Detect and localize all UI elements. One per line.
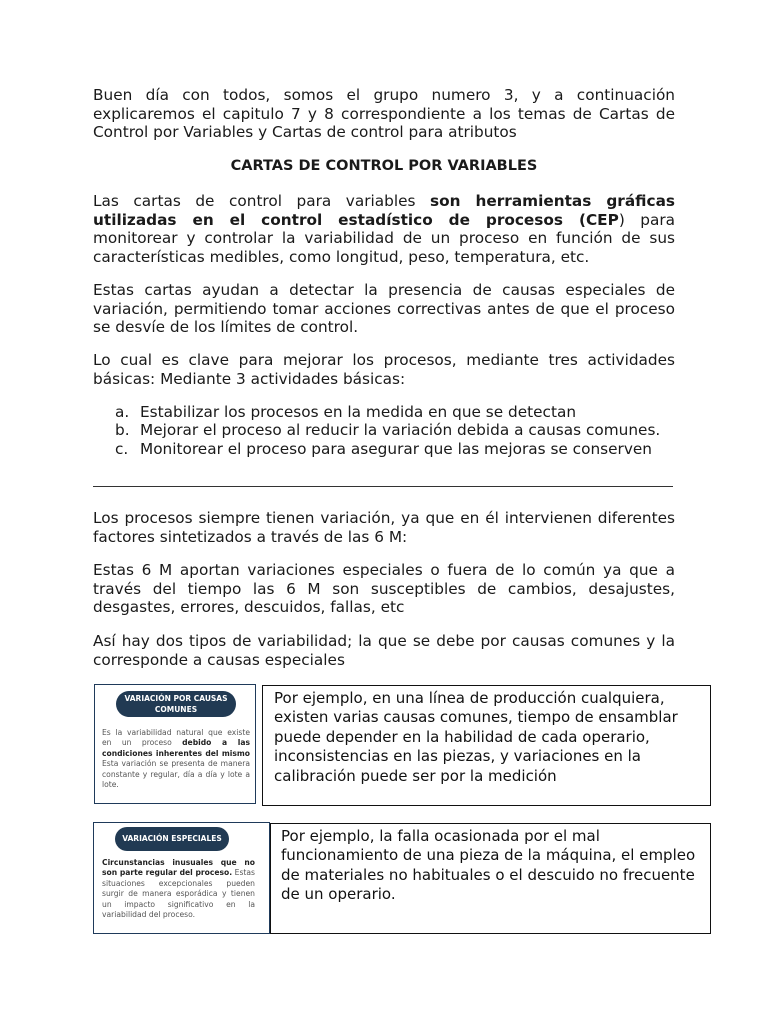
definition-bold-text: son herramientas gráficas utilizadas en el control estadístico de procesos (CEP	[93, 192, 675, 229]
list-item	[115, 440, 675, 458]
section-divider	[93, 486, 673, 487]
common-causes-bold-text: debido a las condiciones inherentes del mismo	[102, 738, 250, 758]
list-marker: c.	[115, 439, 129, 458]
special-causes-card-image	[93, 822, 270, 934]
special-causes-example-text: Por ejemplo, la falla ocasionada por el mal funcionamiento de una pieza de la máquina, el empleo de materiales no habituales o el descuido no frecuente de un operario.	[281, 827, 696, 904]
list-item	[115, 403, 675, 421]
common-causes-card-text	[102, 728, 250, 790]
special-causes-text: Estas situaciones excepcionales pueden surgir de manera esporádica y tienen un impacto significativo en la variabilidad del proceso.	[102, 868, 255, 920]
list-marker: b.	[115, 421, 130, 440]
list-item-text: Mejorar el proceso al reducir la variación debida a causas comunes.	[140, 421, 661, 440]
list-marker: a.	[115, 403, 130, 421]
detection-paragraph: Estas cartas ayudan a detectar la presencia de causas especiales de variación, permitiendo tomar acciones correctivas antes de que el proceso se desvíe de los límites de control.	[93, 281, 675, 336]
definition-text-end: ) para monitorear y controlar la variabilidad de un proceso en función de sus características medibles, como longitud, peso, temperatura, etc.	[93, 210, 675, 266]
common-causes-text-start: Es la variabilidad natural que existe en un proceso	[102, 728, 250, 748]
common-causes-pill: VARIACIÓN POR CAUSAS COMUNES	[116, 691, 236, 717]
variables-definition-paragraph	[93, 192, 675, 266]
intro-paragraph: Buen día con todos, somos el grupo numero 3, y a continuación explicaremos el capitulo 7 y 8 correspondiente a los temas de Cartas de Control por Variables y Cartas de control para atributos	[93, 86, 675, 141]
activities-intro-paragraph: Lo cual es clave para mejorar los procesos, mediante tres actividades básicas: Mediante 3 actividades básicas:	[93, 351, 675, 388]
special-causes-example-box	[270, 823, 711, 934]
variability-types-paragraph: Así hay dos tipos de variabilidad; la que se debe por causas comunes y la corresponde a causas especiales	[93, 632, 675, 669]
common-causes-card-image	[94, 684, 256, 804]
common-causes-text-end: Esta variación se presenta de manera constante y regular, día a día y lote a lote.	[102, 759, 250, 790]
special-causes-card-text	[102, 858, 255, 920]
list-item-text: Estabilizar los procesos en la medida en que se detectan	[140, 403, 577, 421]
section-heading: CARTAS DE CONTROL POR VARIABLES	[230, 158, 538, 174]
list-item-text: Monitorear el proceso para asegurar que las mejoras se conserven	[140, 439, 652, 458]
activities-list	[115, 403, 675, 458]
list-item	[115, 421, 675, 439]
six-m-paragraph: Estas 6 M aportan variaciones especiales o fuera de lo común ya que a través del tiempo las 6 M son susceptibles de cambios, desajustes, desgastes, errores, descuidos, fallas, etc	[93, 561, 675, 616]
variation-paragraph: Los procesos siempre tienen variación, ya que en él intervienen diferentes factores sintetizados a través de las 6 M:	[93, 509, 675, 546]
special-causes-pill: VARIACIÓN ESPECIALES	[115, 827, 229, 851]
definition-text-start: Las cartas de control para variables	[93, 192, 430, 210]
special-causes-bold-text: Circunstancias inusuales que no son parte regular del proceso.	[102, 858, 255, 878]
common-causes-example-text: Por ejemplo, en una línea de producción cualquiera, existen varias causas comunes, tiempo de ensamblar puede depender en la habilidad de cada operario, inconsistencias en las piezas, y variaciones en la calibración puede ser por la medición	[274, 689, 678, 785]
common-causes-example-box	[262, 685, 711, 806]
